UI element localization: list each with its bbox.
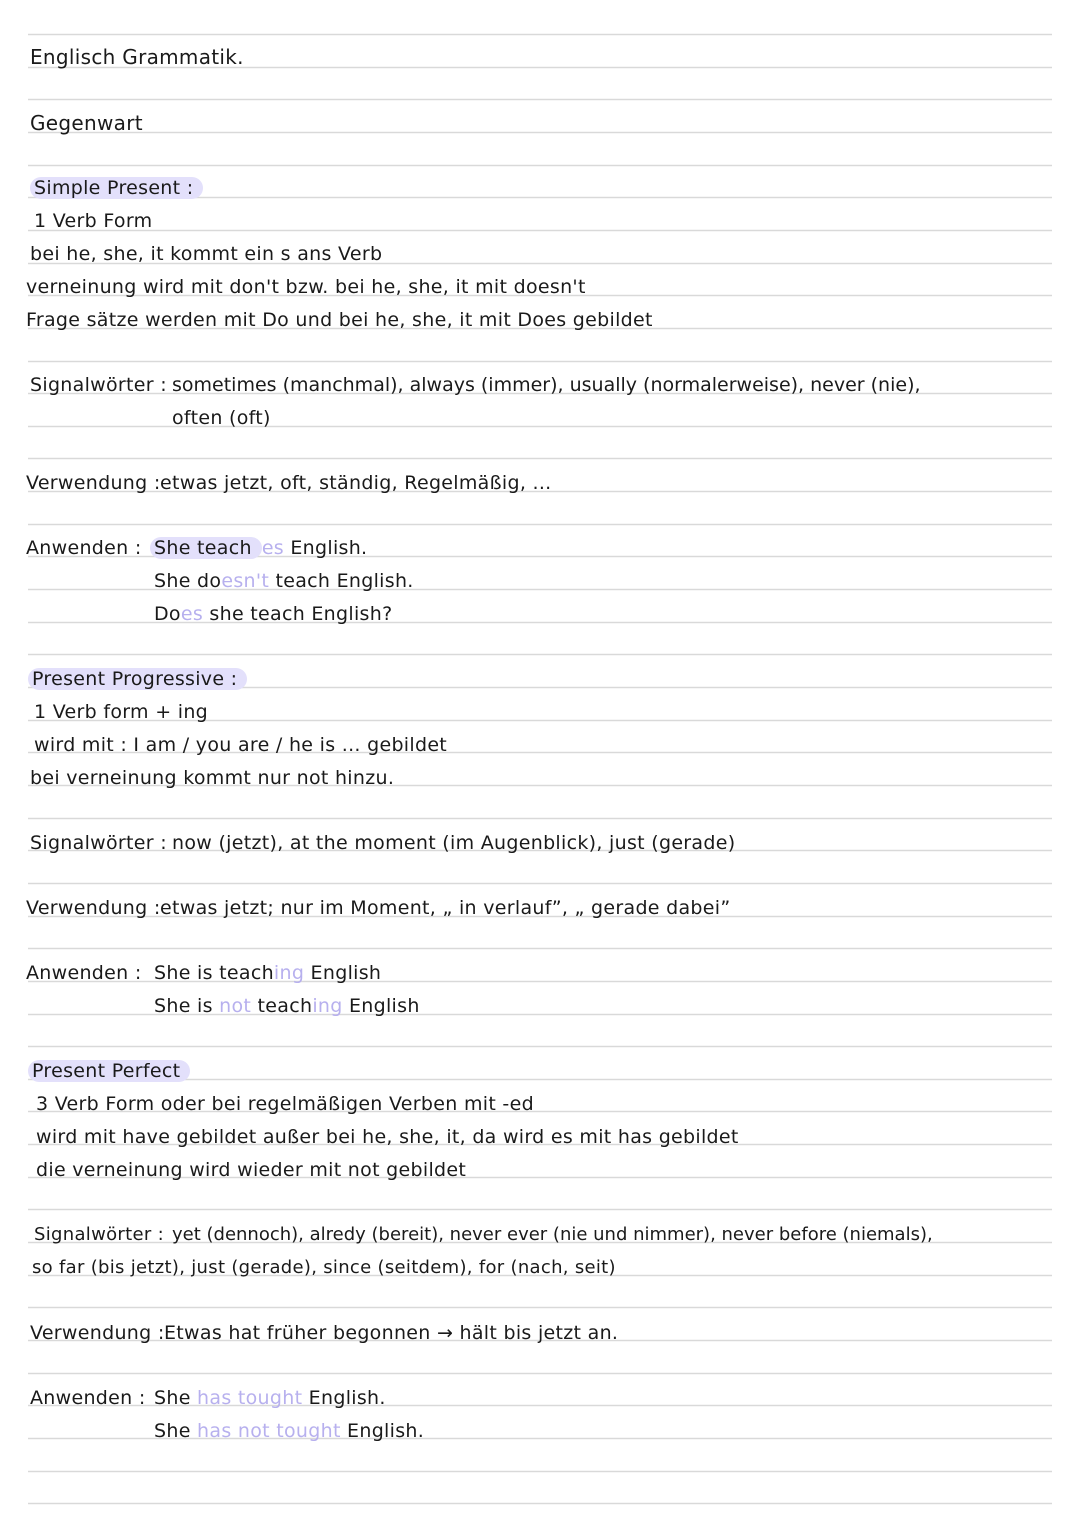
example-ending: es xyxy=(180,603,204,625)
simple-present-example-2 xyxy=(154,568,414,594)
example-rest: she teach English? xyxy=(203,603,393,625)
example-ending: ing xyxy=(273,962,305,984)
page-title: Englisch Grammatik. xyxy=(30,45,244,69)
example-negation: not xyxy=(219,995,252,1017)
simple-present-signal-line-2: often (oft) xyxy=(172,407,271,429)
example-start: She xyxy=(154,1387,198,1409)
present-perfect-example-1 xyxy=(154,1385,386,1411)
present-perfect-apply-label: Anwenden : xyxy=(30,1387,146,1409)
simple-present-signal-line-1: sometimes (manchmal), always (immer), usually (normalerweise), never (nie), xyxy=(172,374,921,396)
present-progressive-signal-text: now (jetzt), at the moment (im Augenblick), just (gerade) xyxy=(172,832,736,854)
simple-present-rule-1: 1 Verb Form xyxy=(34,210,153,232)
present-perfect-signal-line-2: so far (bis jetzt), just (gerade), since (seitdem), for (nach, seit) xyxy=(32,1257,616,1278)
section-present-progressive xyxy=(32,666,247,692)
section-heading-present-perfect: Present Perfect xyxy=(28,1060,190,1082)
present-perfect-signal-line-1: yet (dennoch), alredy (bereit), never ever (nie und nimmer), never before (niemals), xyxy=(172,1224,933,1245)
present-progressive-apply-label: Anwenden : xyxy=(26,962,142,984)
present-perfect-usage-text: Etwas hat früher begonnen → hält bis jetzt an. xyxy=(164,1322,619,1344)
simple-present-signal-label: Signalwörter : xyxy=(30,374,167,396)
simple-present-usage-text: etwas jetzt, oft, ständig, Regelmäßig, ... xyxy=(160,472,552,494)
page-subtitle: Gegenwart xyxy=(30,111,143,135)
example-rest: English. xyxy=(302,1387,386,1409)
section-heading-simple-present: Simple Present : xyxy=(30,177,203,199)
example-start: She is xyxy=(154,995,220,1017)
present-progressive-usage-label: Verwendung : xyxy=(26,897,161,919)
example-rest: English. xyxy=(340,1420,425,1442)
example-start: She do xyxy=(154,570,222,592)
example-start: Do xyxy=(154,603,181,625)
simple-present-example-1 xyxy=(154,535,367,561)
simple-present-rule-4: Frage sätze werden mit Do und bei he, she, it mit Does gebildet xyxy=(26,309,653,331)
example-rest: English. xyxy=(284,537,368,559)
present-perfect-usage-label: Verwendung : xyxy=(30,1322,165,1344)
present-perfect-example-2 xyxy=(154,1418,424,1444)
present-progressive-signal-label: Signalwörter : xyxy=(30,832,167,854)
example-ending: es xyxy=(261,537,285,559)
simple-present-rule-3: verneinung wird mit don't bzw. bei he, she, it mit doesn't xyxy=(26,276,586,298)
section-simple-present xyxy=(34,175,203,201)
example-auxiliary: has not tought xyxy=(197,1420,341,1442)
present-perfect-signal-label: Signalwörter : xyxy=(34,1224,164,1245)
present-perfect-rule-1: 3 Verb Form oder bei regelmäßigen Verben mit -ed xyxy=(36,1093,534,1115)
example-subject-highlight: She teach xyxy=(150,537,262,559)
example-ending: esn't xyxy=(221,570,270,592)
present-progressive-rule-2: wird mit : I am / you are / he is ... gebildet xyxy=(34,734,448,756)
example-start: She is teach xyxy=(154,962,274,984)
section-heading-present-progressive: Present Progressive : xyxy=(28,668,247,690)
example-rest: English xyxy=(304,962,382,984)
simple-present-rule-2: bei he, she, it kommt ein s ans Verb xyxy=(30,243,383,265)
example-start: She xyxy=(154,1420,198,1442)
simple-present-apply-label: Anwenden : xyxy=(26,537,142,559)
present-progressive-example-2 xyxy=(154,993,420,1019)
present-perfect-rule-3: die verneinung wird wieder mit not gebildet xyxy=(36,1159,467,1181)
present-progressive-rule-3: bei verneinung kommt nur not hinzu. xyxy=(30,767,395,789)
simple-present-example-3 xyxy=(154,601,392,627)
example-rest: teach English. xyxy=(269,570,414,592)
present-progressive-example-1 xyxy=(154,960,381,986)
present-progressive-rule-1: 1 Verb form + ing xyxy=(34,701,209,723)
example-ending: ing xyxy=(312,995,343,1017)
example-rest: English xyxy=(342,995,420,1017)
section-present-perfect xyxy=(32,1058,190,1084)
example-verb: teach xyxy=(251,995,313,1017)
example-auxiliary: has tought xyxy=(197,1387,303,1409)
present-progressive-usage-text: etwas jetzt; nur im Moment, „ in verlauf”, „ gerade dabei” xyxy=(160,897,731,919)
simple-present-usage-label: Verwendung : xyxy=(26,472,161,494)
present-perfect-rule-2: wird mit have gebildet außer bei he, she, it, da wird es mit has gebildet xyxy=(36,1126,739,1148)
